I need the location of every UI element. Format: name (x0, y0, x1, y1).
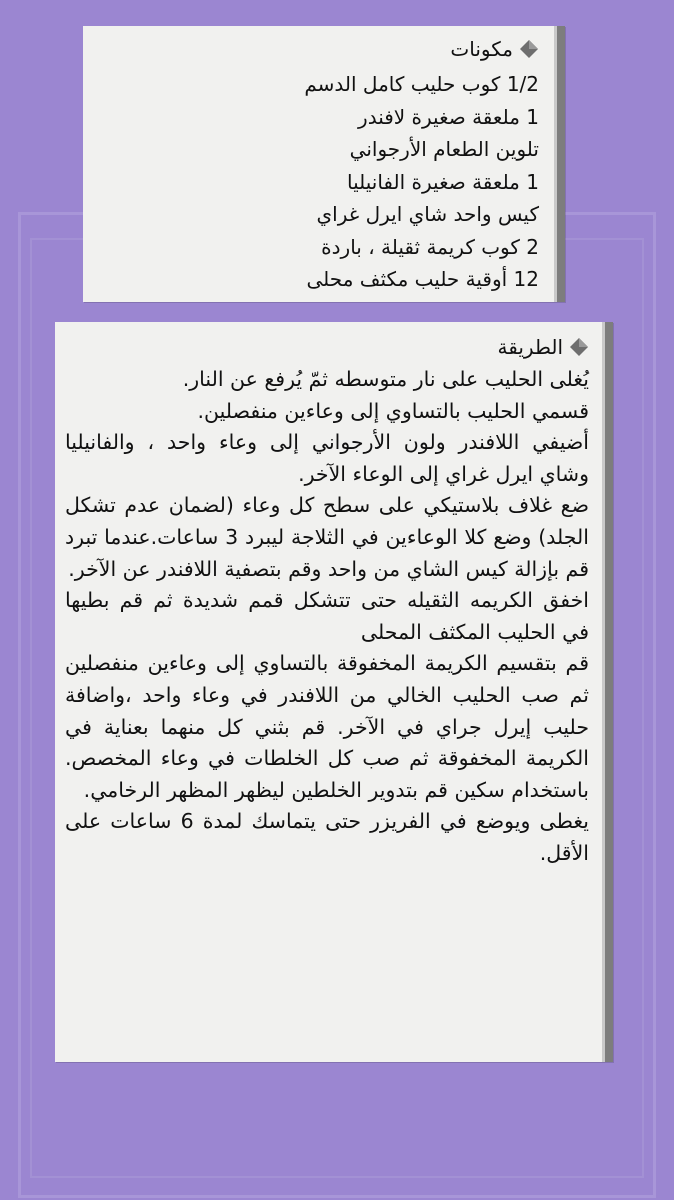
ingredients-heading (93, 34, 539, 64)
ingredient-item: 12 أوقية حليب مكثف محلى (306, 267, 539, 291)
card-edge-highlight (554, 26, 557, 302)
card-edge (605, 322, 613, 1062)
method-step: قسمي الحليب بالتساوي إلى وعاءين منفصلين. (197, 398, 589, 423)
card-edge (557, 26, 565, 302)
method-step: يغطى ويوضع في الفريزر حتى يتماسك لمدة 6 ساعات على الأقل. (65, 809, 589, 865)
method-step: ضع غلاف بلاستيكي على سطح كل وعاء (لضمان عدم تشكل الجلد) وضع كلا الوعاءين في الثلاجة ليبرد 3 ساعات.عندما تبرد قم بإزالة كيس الشاي من واحد وقم بتصفية اللافندر عن الآخر. (65, 493, 589, 581)
ingredient-item: كيس واحد شاي ايرل غراي (316, 202, 539, 226)
method-heading (65, 332, 589, 362)
method-step: يُغلى الحليب على نار متوسطه ثمّ يُرفع عن النار. (182, 367, 589, 391)
ingredients-title: مكونات (450, 37, 513, 61)
method-steps (65, 364, 589, 870)
ingredient-item: تلوين الطعام الأرجواني (349, 137, 539, 161)
method-title: الطريقة (497, 335, 563, 359)
ingredient-item: 1/2 كوب حليب كامل الدسم (304, 72, 539, 96)
diamond-icon (569, 337, 589, 357)
method-step: أضيفي اللافندر ولون الأرجواني إلى وعاء واحد ، والفانيليا وشاي ايرل غراي إلى الوعاء الآخر. (65, 430, 589, 486)
ingredients-list (93, 68, 539, 296)
card-edge-highlight (602, 322, 605, 1062)
ingredient-item: 1 ملعقة صغيرة الفانيليا (346, 169, 539, 194)
ingredient-item: 1 ملعقة صغيرة لافندر (358, 104, 539, 129)
method-step: قم بتقسيم الكريمة المخفوقة بالتساوي إلى وعاءين منفصلين ثم صب الحليب الخالي من اللافندر في وعاء واحد ،واضافة حليب إيرل جراي في الآخر. قم بثني كل منهما بعناية في الكريمة المخفوقة ثم صب كل الخلطات في وعاء المخصص. باستخدام سكين قم بتدوير الخلطين ليظهر المظهر الرخامي. (65, 651, 589, 802)
diamond-icon (519, 39, 539, 59)
method-step: اخفق الكريمه الثقيله حتى تتشكل قمم شديدة ثم قم بطيها في الحليب المكثف المحلى (65, 588, 589, 644)
method-card (55, 322, 613, 1062)
ingredients-card (83, 26, 565, 302)
ingredient-item: 2 كوب كريمة ثقيلة ، باردة (321, 234, 539, 259)
